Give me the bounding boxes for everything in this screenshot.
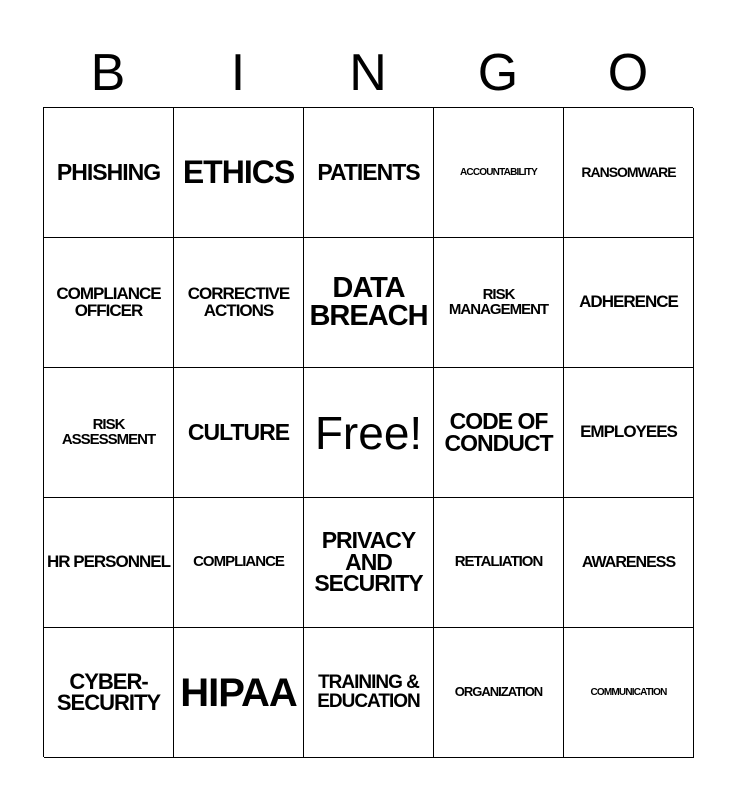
bingo-cell[interactable] [174, 628, 304, 758]
cell-label: TRAINING & EDUCATION [317, 672, 420, 712]
cell-label: COMPLIANCE [193, 553, 284, 571]
free-space-cell[interactable] [304, 368, 434, 498]
cell-label: ACCOUNTABILITY [460, 166, 537, 178]
cell-label: RISK MANAGEMENT [448, 286, 549, 318]
bingo-cell[interactable] [434, 108, 564, 238]
header-letter-g: G [477, 44, 519, 102]
bingo-cell[interactable] [174, 368, 304, 498]
cell-label: CORRECTIVE ACTIONS [187, 284, 290, 320]
cell-label: EMPLOYEES [580, 422, 677, 442]
bingo-cell[interactable] [564, 628, 694, 758]
cell-label: PHISHING [56, 158, 161, 185]
cell-label: COMPLIANCE OFFICER [56, 284, 161, 320]
cell-label: DATA BREACH [309, 271, 428, 332]
cell-label: ORGANIZATION [454, 684, 543, 700]
bingo-header [43, 40, 693, 106]
bingo-cell[interactable] [174, 238, 304, 368]
bingo-cell[interactable] [564, 238, 694, 368]
cell-label: RANSOMWARE [581, 163, 676, 180]
cell-label: HR PERSONNEL [46, 552, 171, 572]
cell-label: AWARENESS [581, 553, 676, 571]
bingo-cell[interactable] [304, 628, 434, 758]
header-letter-o: O [607, 44, 649, 102]
bingo-cell[interactable] [434, 628, 564, 758]
bingo-board [43, 107, 693, 757]
header-letter-i: I [230, 44, 246, 102]
cell-label: PRIVACY AND SECURITY [314, 526, 423, 597]
bingo-cell[interactable] [44, 238, 174, 368]
bingo-cell[interactable] [304, 498, 434, 628]
cell-label: CODE OF CONDUCT [444, 407, 553, 456]
bingo-cell[interactable] [434, 238, 564, 368]
bingo-cell[interactable] [44, 498, 174, 628]
bingo-cell[interactable] [304, 238, 434, 368]
cell-label: RETALIATION [454, 553, 543, 571]
bingo-cell[interactable] [434, 498, 564, 628]
bingo-cell[interactable] [564, 498, 694, 628]
bingo-cell[interactable] [304, 108, 434, 238]
cell-label: RISK ASSESSMENT [61, 416, 156, 448]
cell-label: COMMUNICATION [590, 686, 667, 698]
bingo-cell[interactable] [434, 368, 564, 498]
bingo-cell[interactable] [564, 368, 694, 498]
bingo-cell[interactable] [174, 108, 304, 238]
cell-label: ADHERENCE [579, 292, 678, 312]
cell-label: ETHICS [182, 154, 295, 191]
bingo-cell[interactable] [44, 108, 174, 238]
bingo-cell[interactable] [44, 368, 174, 498]
cell-label: PATIENTS [317, 158, 420, 185]
cell-label: CYBER-SECURITY [56, 668, 161, 715]
free-space-label: Free! [314, 406, 423, 459]
header-letter-n: N [349, 44, 387, 102]
cell-label: CULTURE [187, 418, 290, 445]
header-letter-b: B [90, 44, 126, 102]
cell-label: HIPAA [180, 670, 297, 715]
bingo-cell[interactable] [564, 108, 694, 238]
bingo-cell[interactable] [174, 498, 304, 628]
bingo-cell[interactable] [44, 628, 174, 758]
